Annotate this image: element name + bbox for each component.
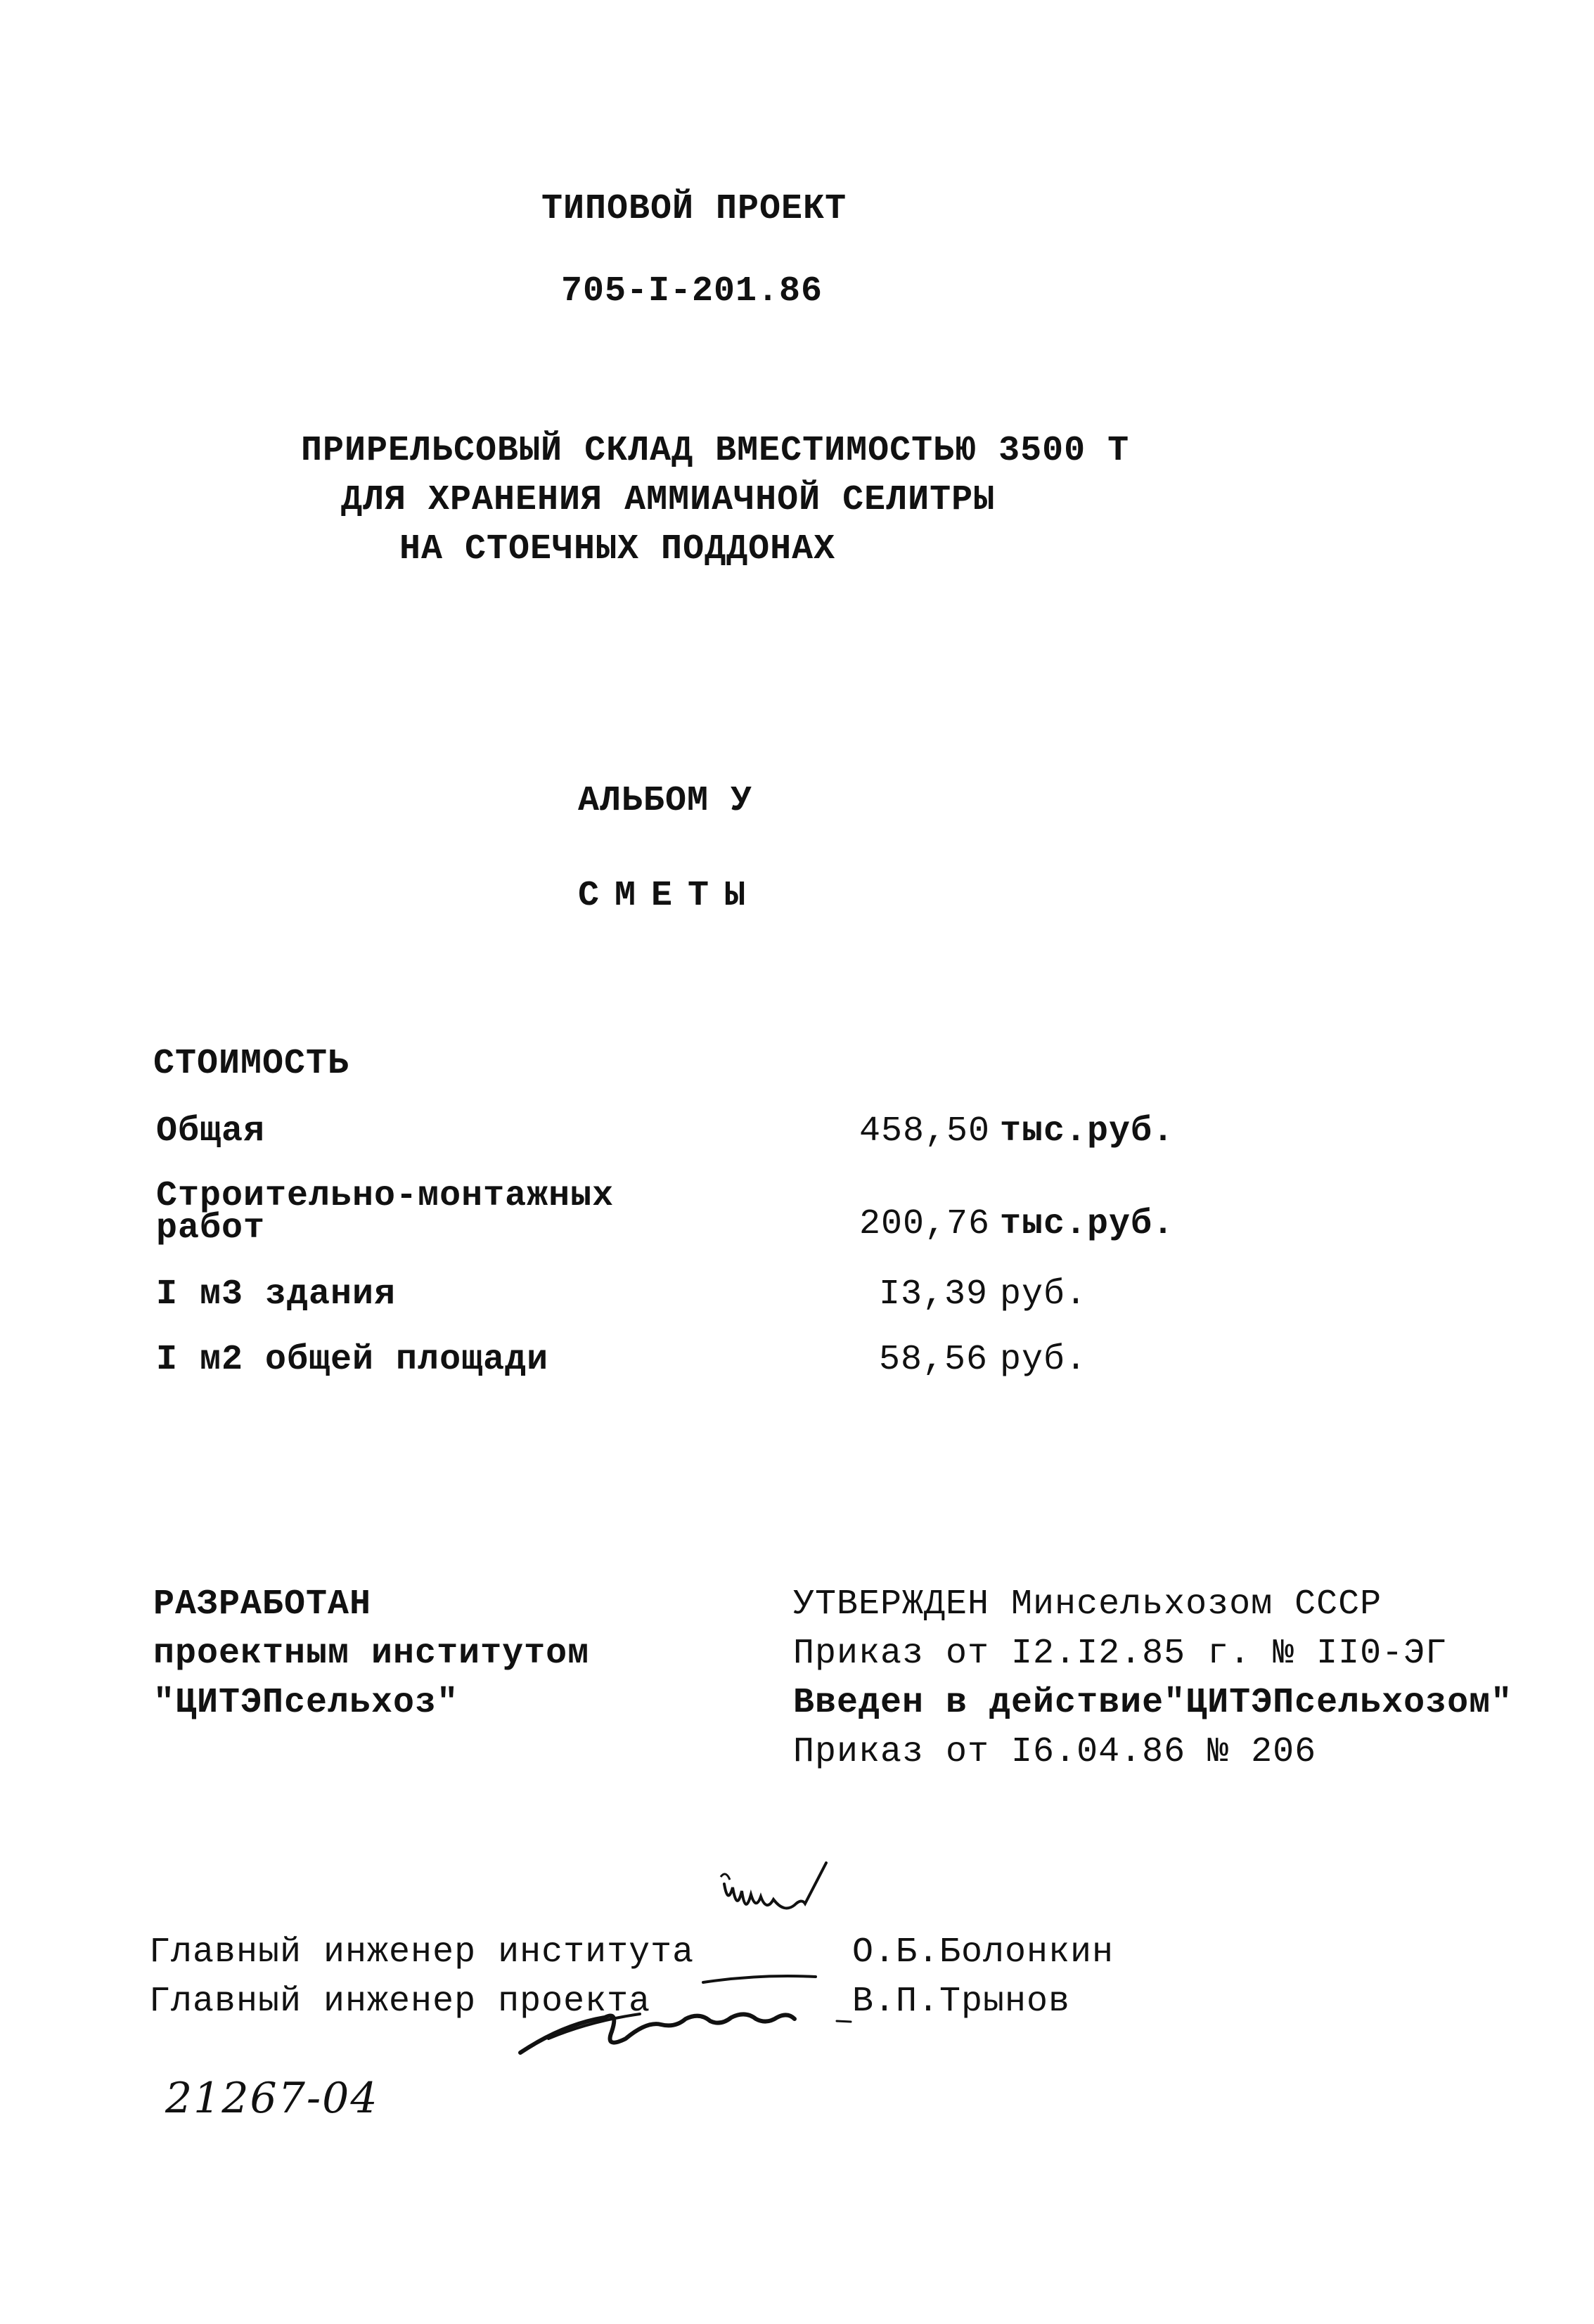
cost-heading: СТОИМОСТЬ — [153, 1044, 350, 1084]
approved-line-3: Введен в действие"ЦИТЭПсельхозом" — [793, 1683, 1513, 1723]
signature-role-1: Главный инженер института — [149, 1932, 695, 1973]
title-line-1: ПРИРЕЛЬСОВЫЙ СКЛАД ВМЕСТИМОСТЬЮ 3500 Т — [301, 431, 1130, 471]
approved-line-2: Приказ от I2.I2.85 г. № II0-ЭГ — [793, 1634, 1448, 1674]
project-number: 705-I-201.86 — [561, 271, 823, 311]
cost-per-m3-unit: руб. — [1000, 1274, 1088, 1315]
signature-name-1: О.Б.Болонкин — [852, 1932, 1114, 1973]
signature-mark-1 — [717, 1856, 858, 1933]
cost-per-m3-value: I3,39 — [879, 1274, 989, 1315]
signature-mark-2 — [506, 1968, 872, 2067]
cost-construction-value: 200,76 — [859, 1204, 991, 1244]
title-line-3: НА СТОЕЧНЫХ ПОДДОНАХ — [399, 529, 836, 569]
cost-per-m2-label: I м2 общей площади — [156, 1340, 549, 1380]
developed-heading: РАЗРАБОТАН — [153, 1584, 372, 1625]
album-label: АЛЬБОМ У — [578, 781, 753, 821]
archive-number: 21267-04 — [165, 2074, 379, 2123]
cost-construction-unit: тыс.руб. — [1000, 1204, 1175, 1244]
cost-construction-label-1: Строительно-монтажных — [156, 1176, 615, 1216]
developed-institute-name: "ЦИТЭПсельхоз" — [153, 1683, 459, 1723]
cost-per-m2-value: 58,56 — [879, 1340, 989, 1380]
cost-per-m3-label: I м3 здания — [156, 1274, 397, 1315]
approved-line-4: Приказ от I6.04.86 № 206 — [793, 1732, 1317, 1772]
cost-per-m2-unit: руб. — [1000, 1340, 1088, 1380]
cost-construction-label-2: работ — [156, 1208, 266, 1248]
cost-total-label: Общая — [156, 1111, 266, 1151]
approved-line-1: УТВЕРЖДЕН Минсельхозом СССР — [793, 1584, 1382, 1625]
signature-role-2: Главный инженер проекта — [149, 1982, 651, 2022]
cost-total-unit: тыс.руб. — [1000, 1111, 1175, 1151]
title-line-2: ДЛЯ ХРАНЕНИЯ АММИАЧНОЙ СЕЛИТРЫ — [341, 480, 996, 520]
signature-name-2: В.П.Трынов — [852, 1982, 1071, 2022]
developed-institute: проектным институтом — [153, 1634, 590, 1674]
cost-total-value: 458,50 — [859, 1111, 991, 1151]
doc-type: ТИПОВОЙ ПРОЕКТ — [541, 189, 847, 229]
album-section: СМЕТЫ — [578, 876, 761, 916]
